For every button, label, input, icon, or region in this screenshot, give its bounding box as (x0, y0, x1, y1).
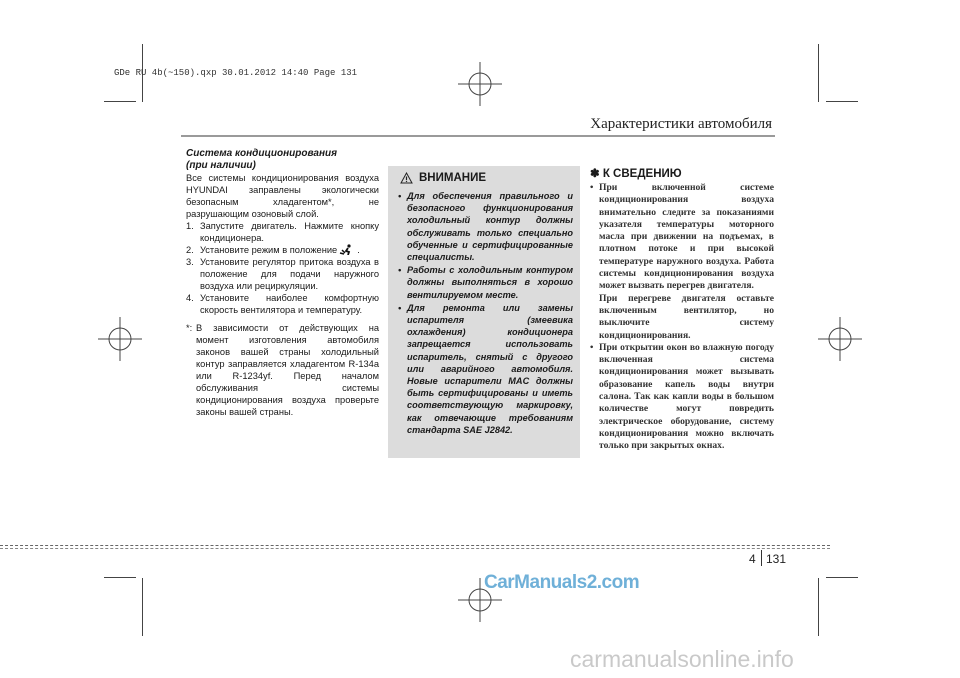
page-number: 131 (766, 552, 787, 566)
section-title: Характеристики автомобиля (590, 116, 772, 132)
crop-mark-icon (104, 577, 136, 578)
bullet-icon: • (398, 191, 402, 201)
warning-triangle-icon (400, 172, 413, 184)
warning-item-text: Для обеспечения правильного и безопасного функционирования холодильный контур должны обслуживать только специально обученные и сертифицированные специалисты. (407, 191, 573, 263)
footer-rule (0, 545, 830, 546)
page-separator (761, 550, 762, 566)
warning-item (398, 302, 573, 436)
print-slug: GDe RU 4b(~150).qxp 30.01.2012 14:40 Page 131 (114, 68, 358, 78)
warning-item-text: Работы с холодильным контуром должны выполняться в хорошо вентилируемом месте. (407, 265, 573, 300)
step-number: 3. (186, 257, 194, 267)
bullet-icon: • (398, 302, 402, 313)
intro-paragraph: Все системы кондиционирования воздуха HYUNDAI заправлены экологически безопасным хладагентом*, не разрушающим озоновый слой. (186, 173, 379, 219)
footnote-text: В зависимости от действующих на момент изготовления автомобиля законов вашей страны холодильный контур заправляется хладагентом R-134a или R-1234yf. Перед началом обслуживания системы кондиционирования воздуха проверьте законы вашей страны. (196, 323, 379, 417)
subtitle-line1: Система кондиционирования (186, 148, 338, 159)
step-number: 4. (186, 293, 194, 303)
step-number: 1. (186, 221, 194, 231)
bullet-icon: • (590, 182, 594, 193)
footer-rule (0, 548, 830, 549)
footnote (186, 322, 379, 418)
warning-heading-text: ВНИМАНИЕ (419, 172, 487, 184)
step-item (186, 244, 379, 256)
warning-list (398, 190, 573, 437)
bullet-icon: • (398, 265, 402, 276)
warning-item (398, 190, 573, 263)
info-item (590, 182, 774, 342)
info-item (590, 342, 774, 453)
crop-mark-icon (104, 101, 136, 102)
warning-item-text: Для ремонта или замены испарителя (змеевика охлаждения) кондиционера запрещается использовать испаритель, снятый с другого или аварийного автомобиля. Новые испарители MAC должны быть сертифицированы и иметь соответствующую маркировку, как отвечающие требованиям стандарта SAE J2842. (407, 302, 573, 435)
info-item-text-2: При перегреве двигателя оставьте включенным вентилятор, но выключите систему кондиционирования. (599, 292, 774, 341)
bullet-icon: • (590, 341, 594, 353)
step-text: Установите регулятор притока воздуха в положение для подачи наружного воздуха или рециркуляции. (200, 257, 379, 291)
step-item (186, 220, 379, 244)
watermark-top[interactable]: CarManuals2.com (484, 572, 640, 593)
warning-heading (400, 172, 486, 184)
floor-vent-mode-icon (339, 244, 355, 255)
watermark-bottom[interactable]: carmanualsonline.info (570, 646, 794, 672)
step-text: Установите наиболее комфортную скорость вентилятора и температуру. (200, 293, 379, 315)
warning-item (398, 264, 573, 301)
crop-mark-icon (826, 101, 858, 102)
footnote-mark: *: (186, 323, 193, 333)
step-item (186, 256, 379, 292)
registration-mark-icon (98, 317, 142, 361)
subtitle-line2: (при наличии) (186, 160, 256, 171)
step-item (186, 292, 379, 316)
step-text: Установите режим в положение (200, 245, 338, 255)
steps-list (186, 220, 379, 316)
header-rule (181, 135, 775, 137)
crop-mark-icon (818, 44, 819, 102)
info-item-text: При открытии окон во влажную погоду включенная система кондиционирования может вызывать образование капель воды внутри салона. Так как капли воды в большом количестве могут повредить электрическое оборудование, систему кондиционирования можно включать только при закрытых окнах. (599, 341, 774, 452)
chapter-number: 4 (749, 552, 756, 566)
registration-mark-icon (458, 62, 502, 106)
info-heading: ✽ К СВЕДЕНИЮ (590, 168, 682, 180)
crop-mark-icon (818, 578, 819, 636)
step-text: Запустите двигатель. Нажмите кнопку кондиционера. (200, 221, 379, 243)
crop-mark-icon (142, 578, 143, 636)
step-number: 2. (186, 245, 194, 255)
registration-mark-icon (818, 317, 862, 361)
warning-box (388, 166, 580, 458)
info-item-text: При включенной системе кондиционирования воздуха внимательно следите за показаниями указателя температуры моторного масла при движении на подъемах, в плотном потоке и при высокой температуре наружного воздуха. Работа системы кондиционирования воздуха может вызвать перегрев двигателя. (599, 182, 774, 292)
step-text-end: . (357, 245, 360, 255)
info-list (590, 182, 774, 453)
crop-mark-icon (826, 577, 858, 578)
left-column (186, 148, 379, 418)
